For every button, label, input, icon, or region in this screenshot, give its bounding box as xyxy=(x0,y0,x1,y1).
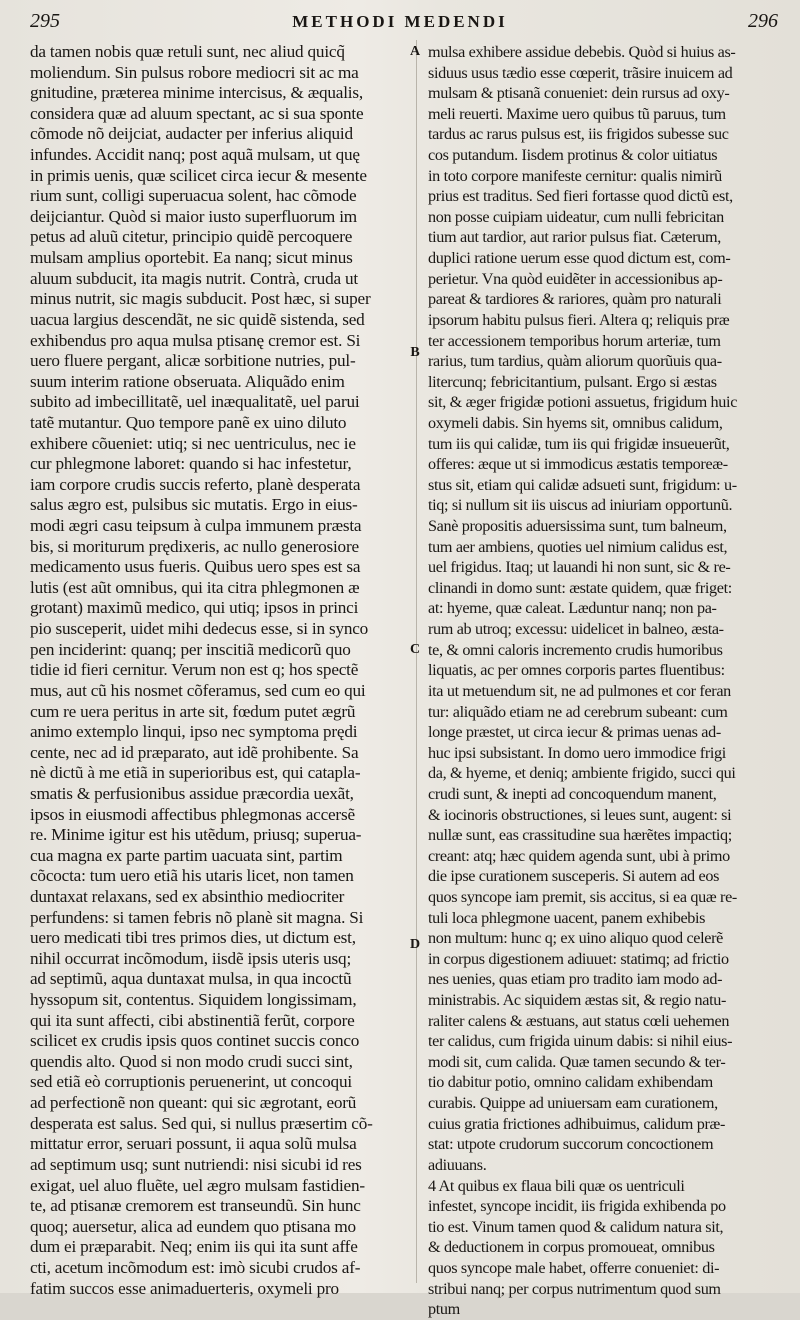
text-line: petus ad aluũ citetur, principio quidẽ percoquere xyxy=(30,227,353,247)
text-line: smatis & perfusionibus assidue præcordia uexãt, xyxy=(30,783,354,803)
text-line: duntaxat relaxans, sed ex absinthio mediocriter xyxy=(30,886,345,906)
text-line: tio est. Vinum tamen quod & calidum natura sit, xyxy=(428,1217,724,1236)
text-line: salus ægro est, pulsibus sic mutatis. Ergo in eius- xyxy=(30,495,358,515)
left-column xyxy=(30,42,408,1298)
text-line: rum ab utroq; excessu: uidelicet in balneo, æsta- xyxy=(428,620,724,639)
text-line: tio dabitur potio, omnino calidam exhibendam xyxy=(428,1073,713,1092)
text-line: stus sit, etiam qui calidæ adsueti sunt, frigidum: u- xyxy=(428,475,737,494)
text-line: die ipse curationem susceperis. Si autem ad eos xyxy=(428,867,720,886)
column-divider xyxy=(416,40,417,1283)
text-line: litercunq; febricitantium, pulsant. Ergo si æstas xyxy=(428,372,717,391)
text-line: non posse cuipiam uideatur, cum nulli febricitan xyxy=(428,207,724,226)
text-line: nihil occurrat incõmodum, iisdẽ ipsis uteris usq; xyxy=(30,948,352,968)
text-line: mittatur error, seruari possunt, ii aqua solũ mulsa xyxy=(30,1134,357,1154)
text-line: offeres: æque ut si immodicus æstatis temporeæ- xyxy=(428,455,728,474)
text-line: stat: utpote crudorum succorum concoctionem xyxy=(428,1135,714,1154)
text-line: iam corpore crudis succis referto, planè desperata xyxy=(30,474,361,494)
text-line: animo extemplo linqui, ipso nec symptoma prędi xyxy=(30,722,358,742)
text-line: in corpus digestionem adiuuet: statimq; ad frictio xyxy=(428,949,729,968)
text-line: rium sunt, colligi superuacua solent, hac cõmode xyxy=(30,186,357,206)
text-line: longe præstet, ut circa iecur & primas uenas ad- xyxy=(428,723,721,742)
text-line: in toto corpore manifeste cernitur: qualis nimirũ xyxy=(428,166,722,185)
right-column xyxy=(428,42,776,1319)
text-line: sit, & æger frigidæ potioni assuetus, frigidum huic xyxy=(428,393,738,412)
text-line: te, ad ptisanæ cremorem est transeundũ. Sin hunc xyxy=(30,1196,361,1216)
text-line: tiq; si nullum sit iis uiscus ad iniuriam opportunũ. xyxy=(428,496,733,515)
text-line: raliter calens & æstuans, aut status cœli uehemen xyxy=(428,1011,730,1030)
text-line: ipsorum habitu pulsus fieri. Altera q; reliquis præ xyxy=(428,310,730,329)
text-line: quos syncope male habet, offerre conueniet: di- xyxy=(428,1258,720,1277)
page-header xyxy=(0,10,800,40)
margin-marker-b: B xyxy=(410,345,420,360)
text-line: uel frigidus. Itaq; ut lauandi hi non sunt, sic & re- xyxy=(428,558,731,577)
text-line: mulsam & ptisanã conueniet: dein rursus ad oxy- xyxy=(428,84,730,103)
text-line: quos syncope iam premit, sis accitus, si ea quæ re- xyxy=(428,887,737,906)
text-line: cuius gratia frictiones adhibuimus, calidum præ- xyxy=(428,1114,725,1133)
text-line: tardus ac rarus pulsus est, iis frigidos subesse suc xyxy=(428,125,729,144)
text-line: at: hyeme, quæ caleat. Læduntur nanq; non pa- xyxy=(428,599,717,618)
text-line: oxymeli dabis. Sin hyems sit, omnibus calidum, xyxy=(428,413,723,432)
text-line: cõmode nõ deijciat, audacter per inferius aliquid xyxy=(30,124,353,144)
text-line: quendis alto. Quod si non modo crudi succi sint, xyxy=(30,1051,353,1071)
text-line: cti, acetum incõmodum est: imò sicubi crudos af- xyxy=(30,1257,361,1277)
text-line: & iocinoris obstructiones, si leues sunt, augent: si xyxy=(428,805,732,824)
text-line: uero fluere pergant, alicæ sorbitione nutries, pul- xyxy=(30,351,356,371)
text-line: stribui nanq; per corpus nutrimentum quod sum xyxy=(428,1279,721,1298)
text-line: clinandi in domo sunt: æstate quidem, quæ friget: xyxy=(428,578,732,597)
text-line: creant: atq; hæc quidem agenda sunt, ubi à primo xyxy=(428,846,730,865)
text-line: bis, si moriturum prędixeris, ac nullo generosiore xyxy=(30,536,359,556)
text-line: ad septimũ, aqua duntaxat mulsa, in qua incoctũ xyxy=(30,969,352,989)
margin-marker-a: A xyxy=(409,44,421,59)
text-line: ad perfectionẽ non queant: qui sic ægrotant, eorũ xyxy=(30,1093,357,1113)
text-line: infundes. Accidit nanq; post aquã mulsam, ut quę xyxy=(30,145,360,165)
text-line: pareat & tardiores & rariores, quàm pro naturali xyxy=(428,290,722,309)
text-line: ptum xyxy=(428,1300,460,1319)
text-line: quoq; auersetur, alica ad eundem quo ptisana mo xyxy=(30,1216,356,1236)
text-line: tatẽ mutantur. Quo tempore panẽ ex uino diluto xyxy=(30,412,347,432)
text-line: pen inciderint: quanq; per inscitiã medicorũ quo xyxy=(30,639,351,659)
text-line: Sanè propositis aduersissima sunt, tum balneum, xyxy=(428,517,727,536)
page-number-right: 296 xyxy=(748,10,778,32)
text-line: da tamen nobis quæ retuli sunt, nec aliud quicq̃ xyxy=(30,42,345,61)
text-line: ipsos in eiusmodi affectibus phlegmonas accersẽ xyxy=(30,804,355,824)
text-line: considera quæ ad aluum spectant, ac si sua sponte xyxy=(30,103,364,123)
text-line: nè dictũ à me etiã in superioribus est, qui catapla- xyxy=(30,763,361,783)
text-line: deijciantur. Quòd si maior iusto superfluorum im xyxy=(30,206,357,226)
text-line: & deductionem in corpus promoueat, omnibus xyxy=(428,1238,715,1257)
page-number-left: 295 xyxy=(30,10,60,32)
text-line: subito ad imbecillitatẽ, uel inæqualitatẽ, uel parui xyxy=(30,392,360,412)
text-line: grotant) maximũ medico, qui utiq; ipsos in princi xyxy=(30,598,359,618)
text-line: perietur. Vna quòd euidẽter in accessionibus ap- xyxy=(428,269,723,288)
text-line: liquatis, ac per omnes corporis partes fluentibus: xyxy=(428,661,725,680)
text-line: mulsam amplius oportebit. Ea nanq; sicut minus xyxy=(30,248,353,268)
text-line: ministrabis. Ac siquidem æstas sit, & regio natu- xyxy=(428,991,727,1010)
text-line: exigat, uel aluo fluẽte, uel ægro mulsam fastidien- xyxy=(30,1175,365,1195)
text-line: adiuuans. xyxy=(428,1155,487,1174)
text-line: qui ita sunt affecti, cibi abstinentiã ferũt, corpore xyxy=(30,1010,355,1030)
text-line: re. Minime igitur est his utẽdum, priusq; superua- xyxy=(30,825,362,845)
text-line: in primis uenis, quæ scilicet circa iecur & mesente xyxy=(30,165,367,185)
text-line: pio susceperit, uidet mihi dedecus esse, si in synco xyxy=(30,619,369,639)
text-line: dum ei præparabit. Neq; enim iis qui ita sunt affe xyxy=(30,1237,358,1257)
text-line: cua magna ex parte partim uacuata sint, partim xyxy=(30,845,343,865)
text-line: cum re uera peritus in arte sit, fœdum putet ægrũ xyxy=(30,701,356,721)
text-line: cur phlegmone laboret: quando si hac infestetur, xyxy=(30,454,352,474)
text-line: meli reuerti. Maxime uero quibus tũ paruus, tum xyxy=(428,104,726,123)
text-line: exhibere cõueniet: utiq; si nec uentriculus, nec ie xyxy=(30,433,356,453)
text-line: cõcocta: tum uero etiã his utaris licet, non tamen xyxy=(30,866,354,886)
text-line: aluum subducit, ita magis nutrit. Contrà, cruda ut xyxy=(30,268,358,288)
text-line: 4 At quibus ex flaua bili quæ os uentriculi xyxy=(428,1176,685,1195)
text-line: exhibendus pro aqua mulsa ptisanę cremor est. Si xyxy=(30,330,361,350)
text-line: siduus usus tædio esse cœperit, trãsire inuicem ad xyxy=(428,63,733,82)
text-line: mulsa exhibere assidue debebis. Quòd si huius as- xyxy=(428,43,736,61)
text-line: uero medicati tibi tres primos dies, ut dictum est, xyxy=(30,928,356,948)
text-line: curabis. Quippe ad uniuersam eam curationem, xyxy=(428,1094,718,1113)
text-line: uacua largius descendãt, ne sic quidẽ sistenda, sed xyxy=(30,309,365,329)
text-line: tur: aliquãdo etiam ne ad cerebrum subeant: cum xyxy=(428,702,728,721)
text-line: modi sit, cum calida. Quæ tamen secundo & ter- xyxy=(428,1052,726,1071)
text-line: tidie id fieri cernitur. Verum non est q; hos spectẽ xyxy=(30,660,359,680)
running-head: METHODI MEDENDI xyxy=(292,12,508,31)
text-line: prius est traditus. Sed fieri fortasse quod dictũ est, xyxy=(428,187,733,206)
text-line: rarius, tum tardius, quàm aliorum quorũuis qua- xyxy=(428,352,722,371)
text-line: infestet, syncope incidit, iis frigida exhibenda po xyxy=(428,1197,726,1216)
text-line: nullæ sunt, eas crassitudine sua hærẽtes impactiq; xyxy=(428,826,732,845)
text-line: modi ægri casu teipsum à culpa immunem præsta xyxy=(30,516,362,536)
text-line: ita ut metuendum sit, ne ad pulmones et cor feran xyxy=(428,681,731,700)
text-line: crudi sunt, & inepti ad concoquendum manent, xyxy=(428,784,717,803)
text-line: moliendum. Sin pulsus robore mediocri sit ac ma xyxy=(30,62,359,82)
text-line: scilicet ex crudis ipsis quos continet succis conco xyxy=(30,1031,360,1051)
margin-marker-d: D xyxy=(409,937,421,952)
text-line: te, & omni caloris incremento crudis humoribus xyxy=(428,640,723,659)
margin-marker-c: C xyxy=(409,642,421,657)
text-line: tuli loca phlegmone uacent, panem exhibebis xyxy=(428,908,706,927)
text-line: ter calidus, cum frigida uinum dabis: si nihil eius- xyxy=(428,1032,733,1051)
text-line: da, & hyeme, et deniq; ambiente frigido, succi qui xyxy=(428,764,736,783)
text-line: tium aut tardior, aut rarior pulsus fiat. Cæterum, xyxy=(428,228,721,247)
text-line: ter accessionem temporibus horum arteriæ, tum xyxy=(428,331,721,350)
text-line: fatim succos esse animaduerteris, oxymeli pro xyxy=(30,1278,339,1298)
text-line: gnitudine, præterea minime intercisus, & æqualis, xyxy=(30,83,363,103)
text-line: medicamento usus fueris. Quibus uero spes est sa xyxy=(30,557,361,577)
text-line: minus nutrit, sic magis subducit. Post hæc, si super xyxy=(30,289,371,309)
text-line: tum aer ambiens, quoties uel nimium calidus est, xyxy=(428,537,728,556)
text-line: hyssopum sit, contentus. Siquidem longissimam, xyxy=(30,990,357,1010)
text-line: cente, nec ad id præparato, aut idẽ prohibente. Sa xyxy=(30,742,359,762)
text-line: tum iis qui calidæ, tum iis qui frigidæ insueuerũt, xyxy=(428,434,730,453)
text-line: suum interim ratione obseruata. Aliquãdo enim xyxy=(30,371,345,391)
text-line: duplici ratione uerum esse quod dictum est, com- xyxy=(428,249,731,268)
text-line: non multum: hunc q; ex uino aliquo quod celerẽ xyxy=(428,929,723,948)
text-line: lutis (est aũt omnibus, qui ita citra phlegmonen æ xyxy=(30,577,360,597)
text-line: ad septimum usq; sunt nutriendi: nisi sicubi id res xyxy=(30,1154,362,1174)
text-line: huc ipsi subsistant. In domo uero immodice frigi xyxy=(428,743,726,762)
text-line: desperata est salus. Sed qui, si nullus præsertim cõ- xyxy=(30,1113,373,1133)
text-line: mus, aut cũ his nosmet cõferamus, sed cum eo qui xyxy=(30,680,366,700)
text-line: nes uenies, quas etiam pro tradito iam modo ad- xyxy=(428,970,723,989)
text-line: perfundens: si tamen febris nõ planè sit magna. Si xyxy=(30,907,364,927)
text-line: cos putandum. Iisdem protinus & color uitiatus xyxy=(428,146,718,165)
text-line: sed etiã eò corruptionis peruenerint, ut concoqui xyxy=(30,1072,352,1092)
